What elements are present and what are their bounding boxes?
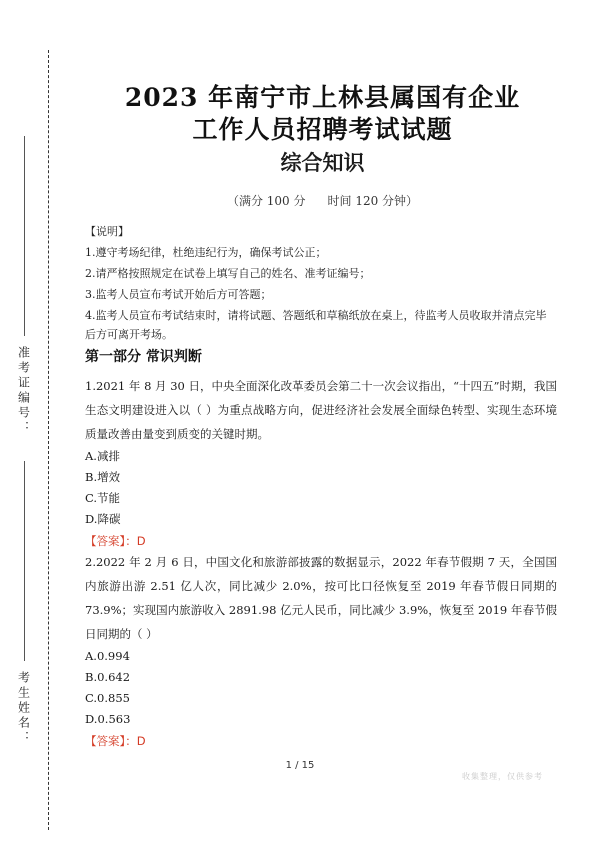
question-option: D.降碳 bbox=[85, 512, 121, 526]
instruction-item: 2.请严格按照规定在试卷上填写自己的姓名、准考证编号； bbox=[85, 267, 371, 280]
section-title: 第一部分 常识判断 bbox=[85, 349, 202, 365]
instruction-item: 3.监考人员宣布考试开始后方可答题； bbox=[85, 288, 272, 301]
binding-margin-line bbox=[48, 50, 49, 830]
question-stem: 2.2022 年 2 月 6 日，中国文化和旅游部披露的数据显示，2022 年春节假期 7 天，全国国内旅游出游 2.51 亿人次，同比减少 2.0%，按可比口径恢复至 2019 年春节假日同期的 73.9%；实现国内旅游收入 2891.98 亿元人民币，同比减少 3.9%，恢复至 2019 年春节假日同期的（ ） bbox=[85, 555, 557, 641]
candidate-name-label: 考生姓名： bbox=[16, 671, 31, 746]
question-option: B.0.642 bbox=[85, 670, 131, 684]
instruction-item: 1.遵守考场纪律，杜绝违纪行为，确保考试公正； bbox=[85, 246, 327, 259]
exam-meta bbox=[85, 192, 560, 209]
exam-time: 时间 120 分钟） bbox=[327, 194, 419, 208]
exam-number-label: 准考证编号： bbox=[16, 346, 31, 436]
question-option: A.减排 bbox=[85, 449, 120, 463]
question-2 bbox=[85, 550, 557, 752]
exam-number-field bbox=[10, 130, 38, 436]
instructions bbox=[85, 222, 557, 344]
candidate-name-field bbox=[10, 455, 38, 746]
candidate-name-write-line bbox=[24, 461, 25, 661]
question-option: D.0.563 bbox=[85, 712, 131, 726]
full-score: （满分 100 分 bbox=[226, 194, 306, 208]
exam-number-write-line bbox=[24, 136, 25, 336]
question-option: C.0.855 bbox=[85, 691, 130, 705]
question-answer: 【答案】：D bbox=[85, 734, 146, 748]
question-option: A.0.994 bbox=[85, 649, 130, 663]
page-number: 1 / 15 bbox=[285, 760, 315, 771]
instruction-item: 4.监考人员宣布考试结束时，请将试题、答题纸和草稿纸放在桌上，待监考人员收取并清点完毕后方可离开考场。 bbox=[85, 309, 547, 341]
instructions-heading: 【说明】 bbox=[85, 225, 129, 238]
paper-title-line1: 2023 年南宁市上林县属国有企业 bbox=[124, 83, 521, 112]
question-answer: 【答案】：D bbox=[85, 534, 146, 548]
question-option: B.增效 bbox=[85, 470, 121, 484]
watermark-text: 收集整理，仅供参考 bbox=[462, 772, 543, 781]
question-1 bbox=[85, 374, 557, 552]
question-stem: 1.2021 年 8 月 30 日，中央全面深化改革委员会第二十一次会议指出，“十四五”时期，我国生态文明建设进入以（ ）为重点战略方向，促进经济社会发展全面绿色转型、实现生态环境质量改善由量变到质变的关键时期。 bbox=[85, 379, 557, 441]
question-option: C.节能 bbox=[85, 491, 121, 505]
paper-subject: 综合知识 bbox=[280, 151, 365, 175]
paper-title-line2: 工作人员招聘考试试题 bbox=[192, 115, 453, 144]
